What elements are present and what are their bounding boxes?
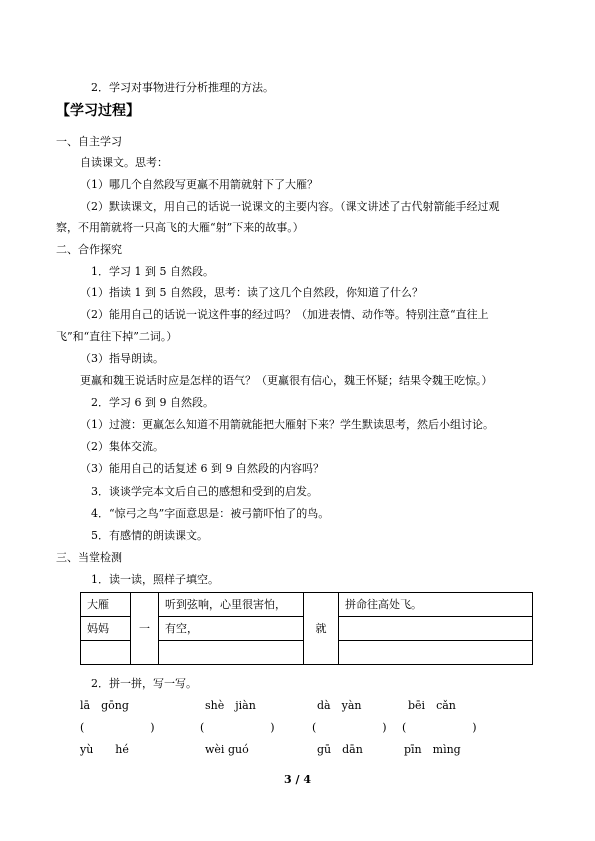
table-cell: 一: [131, 593, 159, 665]
pinyin-word: yù hé: [80, 743, 129, 756]
section-title-cooperative-inquiry: 二、合作探究: [56, 243, 122, 256]
pinyin-word: pīn mìng: [404, 743, 461, 756]
table-cell: 听到弦响，心里很害怕，: [159, 593, 304, 617]
table-cell: 就: [304, 593, 339, 665]
paragraph: 自读课文。思考：: [80, 156, 168, 169]
table-cell: 大雁: [81, 593, 131, 617]
paragraph: 1．学习 1 到 5 自然段。: [91, 265, 214, 278]
table-cell-blank: [339, 641, 533, 665]
table-cell-blank: [339, 617, 533, 641]
paragraph: （2）集体交流。: [80, 440, 164, 453]
table-cell: 有空，: [159, 617, 304, 641]
paragraph: 3．谈谈学完本文后自己的感想和受到的启发。: [91, 485, 318, 498]
page-number: 3 / 4: [284, 773, 311, 786]
table-cell-blank: [159, 641, 304, 665]
paragraph: 飞”和“直往下掉”二词。）: [56, 330, 178, 343]
paragraph: （1）指读 1 到 5 自然段，思考：读了这几个自然段，你知道了什么？: [80, 286, 423, 299]
answer-blank: ( ): [200, 721, 275, 734]
section-heading-learning-process: 【学习过程】: [56, 103, 140, 119]
paragraph: （3）指导朗读。: [80, 352, 164, 365]
paragraph: 2．拼一拼，写一写。: [91, 677, 197, 690]
paragraph: 察，不用箭就将一只高飞的大雁“射”下来的故事。）: [56, 221, 304, 234]
pinyin-word: wèi guó: [205, 743, 249, 756]
paragraph: （1）过渡：更羸怎么知道不用箭就能把大雁射下来？学生默读思考，然后小组讨论。: [80, 418, 494, 431]
table-cell-blank: [81, 641, 131, 665]
paragraph: 2．学习 6 到 9 自然段。: [91, 396, 214, 409]
paragraph: （1）哪几个自然段写更羸不用箭就射下了大雁？: [80, 178, 318, 191]
pinyin-word: dà yàn: [317, 699, 362, 712]
section-title-self-study: 一、自主学习: [56, 135, 122, 148]
answer-blank: ( ): [80, 721, 155, 734]
paragraph: 更羸和魏王说话时应是怎样的语气？（更羸很有信心，魏王怀疑；结果令魏王吃惊。）: [80, 374, 493, 387]
pinyin-word: shè jiàn: [205, 699, 256, 712]
paragraph: （2）能用自己的话说一说这件事的经过吗？（加进表情、动作等。特别注意“直往上: [80, 308, 489, 321]
pinyin-word: gū dān: [317, 743, 363, 756]
table-cell: 拼命往高处飞。: [339, 593, 533, 617]
section-title-in-class-test: 三、当堂检测: [56, 551, 122, 564]
answer-blank: ( ): [402, 721, 477, 734]
paragraph: （2）默读课文，用自己的话说一说课文的主要内容。（课文讲述了古代射箭能手经过观: [80, 200, 500, 213]
fill-in-table: [80, 592, 533, 665]
pinyin-word: bēi cǎn: [408, 699, 456, 712]
paragraph: 1．读一读，照样子填空。: [91, 573, 219, 586]
paragraph: 5．有感情的朗读课文。: [91, 529, 208, 542]
answer-blank: ( ): [312, 721, 387, 734]
paragraph: （3）能用自己的话复述 6 到 9 自然段的内容吗？: [80, 462, 324, 475]
objective-line: 2．学习对事物进行分析推理的方法。: [91, 81, 274, 94]
pinyin-word: lā gōng: [80, 699, 129, 712]
table-cell: 妈妈: [81, 617, 131, 641]
paragraph: 4．“惊弓之鸟”字面意思是：被弓箭吓怕了的鸟。: [91, 507, 330, 520]
